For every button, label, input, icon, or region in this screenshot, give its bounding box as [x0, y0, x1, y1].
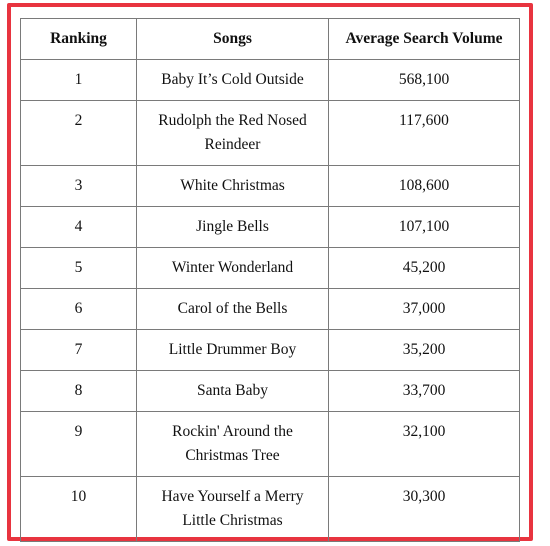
table-row: [21, 371, 520, 412]
song-cell: Rockin' Around the Christmas Tree: [137, 412, 329, 477]
volume-cell: 117,600: [329, 101, 520, 166]
volume-cell: 32,100: [329, 412, 520, 477]
table-row: [21, 330, 520, 371]
table-row: [21, 60, 520, 101]
rank-cell: 8: [21, 371, 137, 412]
volume-cell: 568,100: [329, 60, 520, 101]
volume-cell: 37,000: [329, 289, 520, 330]
rank-cell: 5: [21, 248, 137, 289]
rank-cell: 9: [21, 412, 137, 477]
rank-cell: 7: [21, 330, 137, 371]
song-cell: Carol of the Bells: [137, 289, 329, 330]
song-cell: White Christmas: [137, 166, 329, 207]
song-cell: Rudolph the Red Nosed Reindeer: [137, 101, 329, 166]
rank-cell: 3: [21, 166, 137, 207]
table-header-row: [21, 19, 520, 60]
rank-cell: 10: [21, 477, 137, 542]
highlight-frame: [7, 3, 533, 541]
song-cell: Santa Baby: [137, 371, 329, 412]
volume-cell: 108,600: [329, 166, 520, 207]
table-row: [21, 248, 520, 289]
song-cell: Baby It’s Cold Outside: [137, 60, 329, 101]
volume-cell: 33,700: [329, 371, 520, 412]
table-row: [21, 412, 520, 477]
rank-cell: 4: [21, 207, 137, 248]
song-cell: Jingle Bells: [137, 207, 329, 248]
table-row: [21, 166, 520, 207]
volume-cell: 107,100: [329, 207, 520, 248]
song-cell: Little Drummer Boy: [137, 330, 329, 371]
table-row: [21, 207, 520, 248]
volume-cell: 30,300: [329, 477, 520, 542]
table-row: [21, 289, 520, 330]
header-average-search-volume: Average Search Volume: [329, 19, 520, 60]
rank-cell: 2: [21, 101, 137, 166]
table-row: [21, 477, 520, 542]
song-cell: Have Yourself a Merry Little Christmas: [137, 477, 329, 542]
song-cell: Winter Wonderland: [137, 248, 329, 289]
rank-cell: 6: [21, 289, 137, 330]
volume-cell: 35,200: [329, 330, 520, 371]
rank-cell: 1: [21, 60, 137, 101]
table-row: [21, 101, 520, 166]
volume-cell: 45,200: [329, 248, 520, 289]
header-ranking: Ranking: [21, 19, 137, 60]
header-songs: Songs: [137, 19, 329, 60]
ranking-table: [20, 18, 520, 542]
